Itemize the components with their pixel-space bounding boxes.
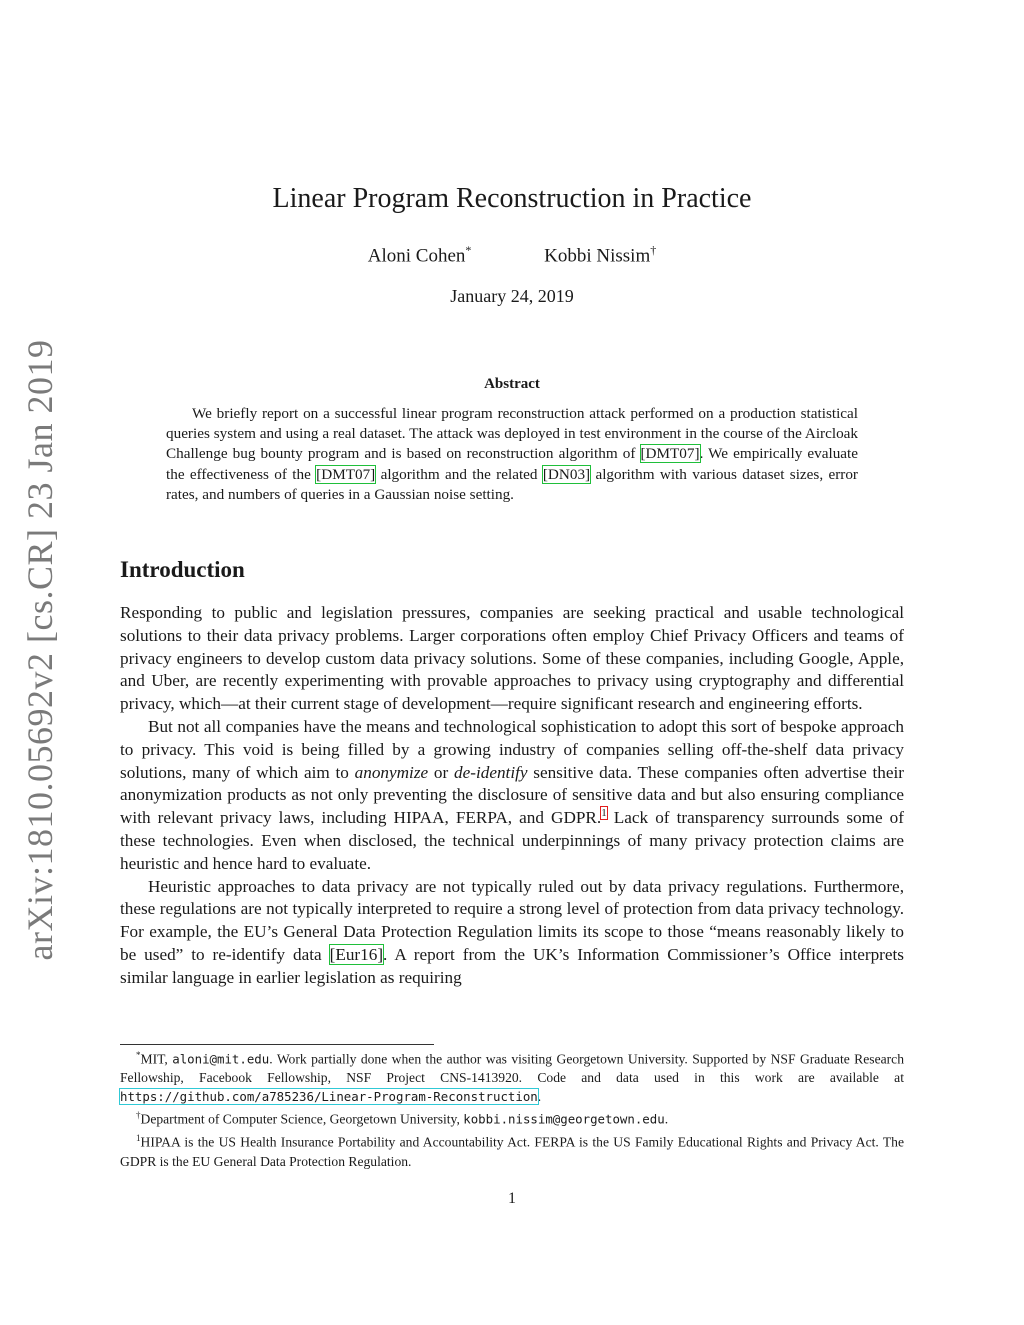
footnote-text: MIT, (140, 1051, 173, 1067)
paragraph-text: Heuristic approaches to data privacy are not typically ruled out by data privacy regulations. Furthermore, these regulations are not typically interpreted to require a strong level of protection from data privacy technology. For example, the EU’s General Data Protection Regulation limits its scope to those “means reasonably likely to be used” to re-identify data (120, 876, 904, 964)
author-2 (544, 243, 656, 267)
author-2-name: Kobbi Nissim (544, 245, 651, 267)
paragraph-text: or (428, 762, 454, 782)
paragraph-text: Lack of transparency surrounds some of these technologies. Even when disclosed, the technical underpinnings of many privacy protection claims are heuristic and hence hard to evaluate. (120, 808, 905, 873)
footnote-2 (120, 1106, 904, 1129)
footnote-mark: 1 (136, 1133, 141, 1144)
abstract-text: algorithm and the related (375, 465, 543, 483)
paragraph (120, 716, 904, 876)
publication-date: January 24, 2019 (450, 286, 574, 306)
email-address: kobbi.nissim@georgetown.edu (463, 1111, 665, 1127)
emphasis: de-identify (454, 762, 528, 782)
introduction-body (120, 602, 904, 990)
page-number: 1 (508, 1190, 516, 1207)
citation-link[interactable]: [DMT07] (316, 465, 376, 483)
footnote-link[interactable]: 1 (601, 807, 607, 820)
abstract-text: We briefly report on a successful linear program reconstruction attack performed on a production statistical queries system and using a real dataset. The attack was deployed in test environment in the course of the Aircloak Challenge bug bounty program and is based on reconstruction algorithm of (166, 405, 858, 463)
paragraph-text: sensitive data. These companies often advertise their anonymization products as not only preventing the disclosure of sensitive data and but also ensuring compliance with relevant privacy laws, including HIPAA, FERPA, and GDPR. (120, 762, 904, 828)
footnote-1 (120, 1046, 904, 1106)
abstract-text: algorithm with various dataset sizes, error rates, and numbers of queries in a Gaussian noise setting. (166, 465, 858, 503)
citation-link[interactable]: [Eur16] (329, 944, 384, 964)
paragraph-text: . A report from the UK’s Information Commissioner’s Office interprets similar language in earlier legislation as requiring (120, 944, 904, 987)
author-1-footnote-mark[interactable]: * (465, 243, 472, 257)
footnote-text: . Work partially done when the author was visiting Georgetown University. Supported by NSF Graduate Research Fellowship, Facebook Fellowship, NSF Project CNS-1413920. Code and data used in this work are available at (120, 1051, 904, 1086)
email-address: aloni@mit.edu (172, 1051, 270, 1067)
code-repository-link[interactable]: https://github.com/a785236/Linear-Program-Reconstruction (120, 1088, 538, 1104)
arxiv-identifier-text: arXiv:1810.05692v2 [cs.CR] 23 Jan 2019 (20, 339, 60, 961)
citation-link[interactable]: [DMT07] (640, 445, 700, 463)
footnote-mark: † (136, 1110, 141, 1121)
section-heading: Introduction (120, 557, 245, 582)
paragraph: Responding to public and legislation pressures, companies are seeking practical and usable technological solutions to their data privacy problems. Larger corporations often employ Chief Privacy Officers and teams of privacy engineers to develop custom data privacy solutions. Some of these companies, including Google, Apple, and Uber, are recently experimenting with provable approaches to privacy using cryptography and differential privacy, which—at their current stage of development—require significant research and engineering efforts. (120, 603, 904, 714)
footnotes (120, 1046, 904, 1171)
author-list (0, 243, 1024, 267)
footnote-text: HIPAA is the US Health Insurance Portability and Accountability Act. FERPA is the US Family Educational Rights and Privacy Act. The GDPR is the EU General Data Protection Regulation. (120, 1134, 904, 1169)
paragraph (120, 876, 904, 990)
emphasis: anonymize (354, 762, 429, 782)
abstract-text: . We empirically evaluate the effectiveness of the (166, 445, 858, 483)
footnote-3 (120, 1129, 904, 1171)
paragraph-text: But not all companies have the means and technological sophistication to adopt this sort of bespoke approach to privacy. This void is being filled by a growing industry of companies selling off-the-shelf data privacy solutions, many of which aim to (120, 716, 904, 782)
author-1 (368, 243, 472, 267)
abstract-heading: Abstract (484, 376, 540, 392)
paper-title: Linear Program Reconstruction in Practice (272, 183, 752, 214)
footnote-text: . (537, 1088, 542, 1104)
author-2-footnote-mark[interactable]: † (650, 243, 657, 257)
footnote-mark: * (136, 1050, 141, 1060)
footnote-divider (120, 1044, 434, 1045)
citation-link[interactable]: [DN03] (542, 465, 591, 483)
footnote-text: . (664, 1111, 669, 1127)
author-1-name: Aloni Cohen (367, 245, 466, 267)
abstract-body (166, 404, 858, 505)
footnote-text: Department of Computer Science, Georgetown University, (140, 1111, 464, 1127)
